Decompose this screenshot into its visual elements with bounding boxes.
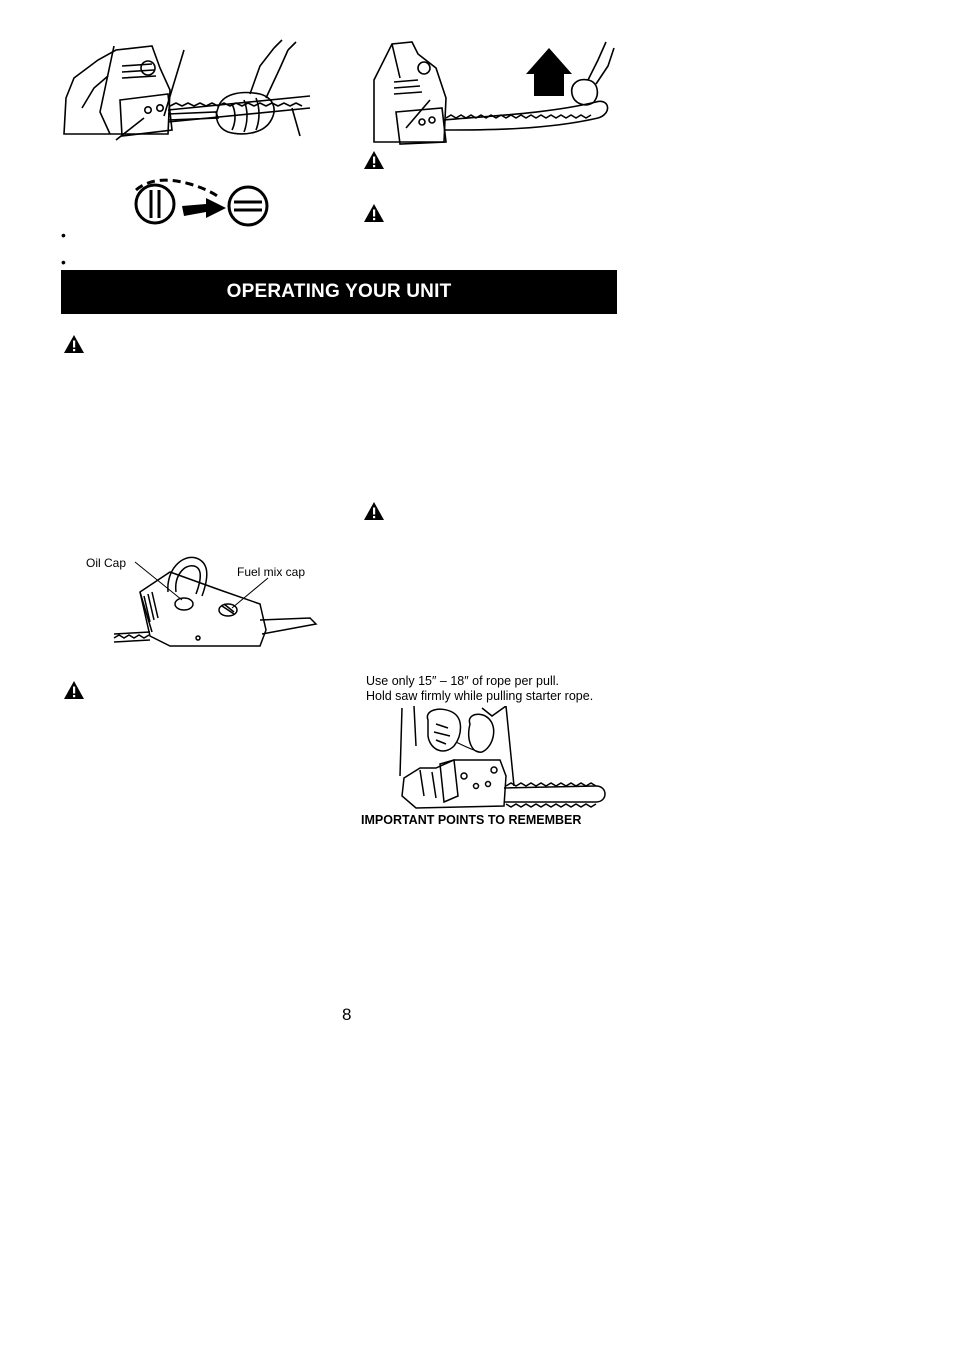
starter-caption-line-2: Hold saw firmly while pulling starter rope. (366, 689, 594, 703)
bullet-marker: • (61, 227, 66, 243)
page-number: 8 (342, 1005, 352, 1024)
fuel-mix-cap-label: Fuel mix cap (237, 565, 306, 579)
oil-cap-label: Oil Cap (86, 556, 127, 570)
up-arrow-icon (526, 48, 572, 96)
starter-rope-illustration (396, 706, 612, 812)
warning-icon (363, 150, 385, 170)
warning-icon (363, 501, 385, 521)
section-title: OPERATING YOUR UNIT (226, 281, 452, 302)
bar-lift-illustration (366, 38, 616, 146)
section-banner (61, 270, 617, 314)
warning-icon (63, 334, 85, 354)
bullet-marker: • (61, 254, 66, 270)
slot-rotate-icon (130, 178, 270, 228)
starter-caption-line-1: Use only 15″ – 18″ of rope per pull. (366, 674, 559, 688)
chain-tension-illustration (60, 38, 322, 144)
warning-icon (363, 203, 385, 223)
important-points-heading: IMPORTANT POINTS TO REMEMBER (361, 813, 582, 827)
warning-icon (63, 680, 85, 700)
